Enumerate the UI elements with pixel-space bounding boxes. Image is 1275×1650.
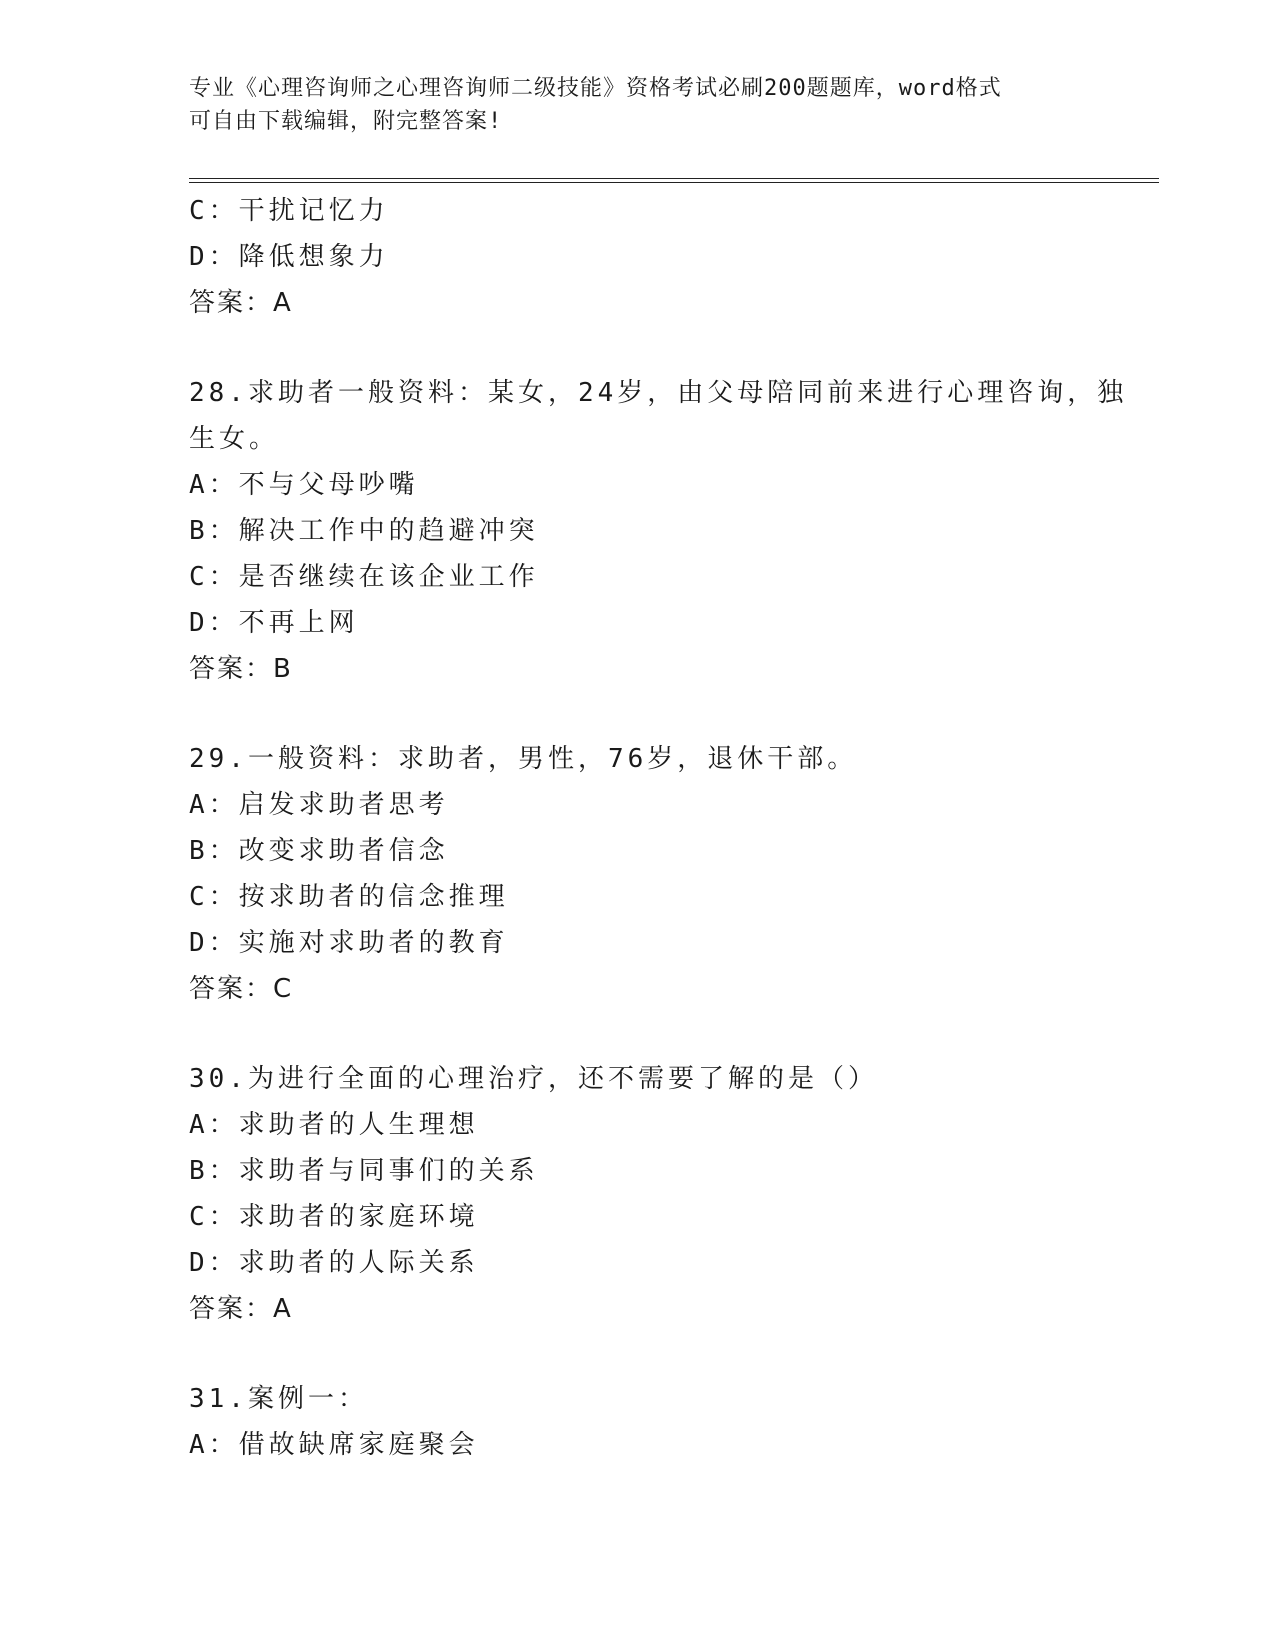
- answer-label: 答案：A: [189, 1294, 293, 1324]
- option-c: C：干扰记忆力: [189, 196, 389, 226]
- spacer: [189, 1012, 1109, 1056]
- question-list: [189, 188, 1128, 1468]
- header-divider-bottom: [189, 182, 1159, 183]
- option-b: B：求助者与同事们的关系: [189, 1156, 539, 1186]
- question-31: [189, 1376, 1109, 1468]
- option-a: A：不与父母吵嘴: [189, 470, 419, 500]
- question-27: [189, 188, 1109, 326]
- option-d: D：实施对求助者的教育: [189, 928, 509, 958]
- option-d: D：求助者的人际关系: [189, 1248, 479, 1278]
- option-b: B：解决工作中的趋避冲突: [189, 516, 539, 546]
- question-30: [189, 1056, 1109, 1332]
- answer-label: 答案：B: [189, 654, 293, 684]
- spacer: [189, 1332, 1109, 1376]
- question-stem: 29.一般资料：求助者，男性，76岁，退休干部。: [189, 744, 858, 774]
- header-line-1: 专业《心理咨询师之心理咨询师二级技能》资格考试必刷200题题库，word格式: [189, 76, 1002, 101]
- question-stem-continued: 生女。: [189, 424, 280, 454]
- question-stem: 28.求助者一般资料：某女，24岁，由父母陪同前来进行心理咨询，独: [189, 378, 1128, 408]
- question-stem: 30.为进行全面的心理治疗，还不需要了解的是（）: [189, 1064, 878, 1094]
- option-a: A：借故缺席家庭聚会: [189, 1430, 479, 1460]
- option-c: C：是否继续在该企业工作: [189, 562, 539, 592]
- option-d: D：降低想象力: [189, 242, 389, 272]
- question-stem: 31.案例一：: [189, 1384, 368, 1414]
- option-c: C：求助者的家庭环境: [189, 1202, 479, 1232]
- spacer: [189, 692, 1109, 736]
- option-b: B：改变求助者信念: [189, 836, 449, 866]
- option-c: C：按求助者的信念推理: [189, 882, 509, 912]
- option-a: A：求助者的人生理想: [189, 1110, 479, 1140]
- option-d: D：不再上网: [189, 608, 359, 638]
- spacer: [189, 326, 1109, 370]
- answer-label: 答案：A: [189, 288, 293, 318]
- header-divider-top: [189, 178, 1159, 179]
- question-29: [189, 736, 1109, 1012]
- question-28: [189, 370, 1128, 692]
- answer-label: 答案：C: [189, 974, 294, 1004]
- option-a: A：启发求助者思考: [189, 790, 449, 820]
- header-line-2: 可自由下载编辑，附完整答案!: [189, 109, 503, 134]
- document-header: [189, 72, 1069, 138]
